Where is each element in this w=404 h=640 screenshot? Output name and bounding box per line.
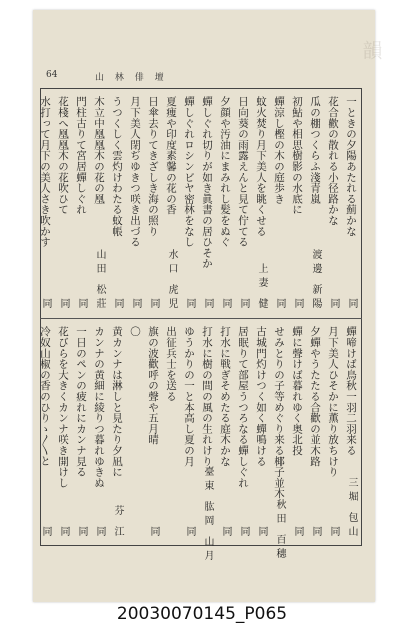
image-caption: 20030070145_P065: [116, 604, 288, 624]
haiku-column: [88, 96, 106, 312]
haiku-text: 打水に樹の間の風の生れけり: [201, 326, 213, 467]
haiku-column: [196, 326, 214, 565]
haiku-column: [124, 96, 142, 312]
haiku-column: [106, 96, 124, 312]
haiku-author: 上妻 健: [256, 262, 267, 312]
haiku-author: 同: [238, 526, 249, 540]
haiku-column: [304, 96, 322, 312]
haiku-column: [34, 326, 52, 540]
haiku-column: [178, 326, 196, 540]
haiku-author: 同: [202, 298, 213, 312]
haiku-text: ゆうかりの一と本高し夏の月: [183, 326, 195, 467]
haiku-text: 出征兵士を送る: [165, 326, 177, 402]
haiku-column: [286, 96, 304, 312]
haiku-text: 花合歡の散れる小径路かな: [327, 96, 339, 226]
haiku-author: 同: [94, 526, 105, 540]
bleed-through-text: 韻: [359, 40, 383, 70]
haiku-author: 同: [310, 526, 321, 540]
haiku-column: [70, 96, 88, 312]
haiku-author: 同: [40, 298, 51, 312]
haiku-text: 居眠りて部屋うつろなる蟬しぐれ: [237, 326, 249, 488]
running-header: 山 林 俳 壇: [95, 73, 168, 83]
haiku-column: [214, 326, 232, 540]
haiku-text: 古城門灼けつく如く蟬鳴ける: [255, 326, 267, 467]
haiku-text: 水打って月下の美人さき吹かす: [39, 96, 51, 248]
haiku-column: [196, 96, 214, 312]
haiku-column: [52, 96, 70, 312]
haiku-author: 同: [292, 526, 303, 540]
haiku-text: 初鮎や相思樹影の水底に: [291, 96, 303, 215]
haiku-author: 秋田 百穗: [274, 498, 285, 562]
haiku-column: [232, 326, 250, 540]
haiku-author: 同: [58, 526, 69, 540]
haiku-column: [250, 96, 268, 312]
haiku-column: [178, 96, 196, 312]
haiku-column: [34, 96, 52, 312]
haiku-text: 日向葵の雨露えんと見て佇てる: [237, 96, 249, 248]
haiku-column: [322, 96, 340, 312]
haiku-text: 黄カンナは淋しと見たり夕凪に: [111, 326, 123, 478]
haiku-column: [142, 326, 160, 540]
haiku-text: 月下美人閉ぢゆきつ咲き出づる: [129, 96, 141, 248]
haiku-text: 夕顔や汚油にまみれし髪をぬぐ: [219, 96, 231, 248]
haiku-column: [142, 96, 160, 312]
haiku-author: 同: [184, 526, 195, 540]
haiku-author: 臺東 肱岡 山月: [202, 466, 213, 565]
haiku-text: 花びらを大きくカンナ咲き開けし: [57, 326, 69, 488]
haiku-text: 旗の波歡呼の聲や五月晴: [147, 326, 159, 445]
haiku-author: 同: [76, 526, 87, 540]
haiku-column: [250, 326, 268, 540]
haiku-text: 日傘去りてきざしき海の照り: [147, 96, 159, 237]
haiku-text: 打水に戦ぎそめたる庭木かな: [219, 326, 231, 467]
page-number: 64: [46, 70, 58, 80]
top-section: [39, 96, 358, 312]
haiku-author: 渡邊 新陽: [310, 248, 321, 312]
haiku-author: 同: [220, 526, 231, 540]
haiku-text: 門柱古りて宮居蟬しぐれ: [75, 96, 87, 215]
haiku-column: [340, 96, 358, 312]
haiku-author: 芬 江: [112, 504, 123, 540]
haiku-author: 山田 松莊: [94, 248, 105, 312]
haiku-text: 一日のペンの疲れにカンナ見る: [75, 326, 87, 478]
haiku-column: [160, 96, 178, 312]
haiku-text: 月下美人ひそかに薫り放ちけり: [327, 326, 339, 478]
haiku-author: 同: [256, 526, 267, 540]
haiku-text: 蟬涼し樫の木の庭歩き: [273, 96, 285, 204]
haiku-author: 同: [148, 298, 159, 312]
haiku-column: [286, 326, 304, 540]
haiku-text: 夕蟬やうたたる合歡の並木路: [309, 326, 321, 467]
haiku-column: [124, 326, 142, 540]
haiku-column: [88, 326, 106, 540]
haiku-text: 蚊火焚り月下美人を眺くせる: [255, 96, 267, 237]
haiku-author: 同: [130, 298, 141, 312]
haiku-text: 木立中凰凰木の花の凰: [93, 96, 105, 204]
haiku-column: [322, 326, 340, 540]
haiku-text: 蟬しぐれ切りが如き眞書の居ひそか: [201, 96, 213, 269]
haiku-column: [232, 96, 250, 312]
haiku-author: 同: [184, 298, 195, 312]
haiku-text: 瓜の棚つくらふ淺青嵐: [309, 96, 321, 204]
haiku-text: 夏痩や印度素馨の花の香: [165, 96, 177, 215]
haiku-author: 三堀 包山: [346, 476, 357, 540]
haiku-column: [214, 96, 232, 312]
haiku-text: せみとりの子等めぐり来る椰子並木: [273, 326, 285, 499]
haiku-text: 蟬啼けば鳥秋一羽二羽来る: [345, 326, 357, 456]
haiku-column: [106, 326, 124, 540]
haiku-author: 同: [58, 298, 69, 312]
haiku-text: 〇: [129, 326, 141, 337]
haiku-column: [160, 326, 178, 540]
haiku-text: 蟬しぐれロシンビヤ密林をなし: [183, 96, 195, 248]
haiku-author: 同: [112, 298, 123, 312]
haiku-text: 冷奴山椒の香のひりゝ〳〵と: [39, 326, 51, 467]
haiku-column: [268, 326, 286, 562]
haiku-text: 一ときの夕陽あたれる薊かな: [345, 96, 357, 237]
haiku-author: 同: [76, 298, 87, 312]
haiku-column: [70, 326, 88, 540]
haiku-author: 同: [292, 298, 303, 312]
haiku-column: [268, 96, 286, 312]
haiku-column: [52, 326, 70, 540]
haiku-author: 同: [328, 526, 339, 540]
bottom-section: [39, 326, 358, 565]
haiku-author: 同: [238, 298, 249, 312]
haiku-text: カンナの黄細に綾りつ暮れゆきぬ: [93, 326, 105, 488]
haiku-text: 蟬に聲けば暮れゆく奥北投: [291, 326, 303, 456]
haiku-author: 同: [220, 298, 231, 312]
haiku-author: 水口 虎児: [166, 248, 177, 312]
haiku-author: 同: [40, 526, 51, 540]
haiku-author: 同: [274, 298, 285, 312]
haiku-column: [340, 326, 358, 540]
haiku-text: うつくしく雲灼けわたる蚊帳: [111, 96, 123, 237]
section-divider: [40, 318, 362, 319]
haiku-author: 同: [346, 298, 357, 312]
haiku-column: [304, 326, 322, 540]
haiku-author: 同: [328, 298, 339, 312]
haiku-author: 同: [148, 526, 159, 540]
haiku-text: 花棧へ凰凰木の花吹ひて: [57, 96, 69, 215]
